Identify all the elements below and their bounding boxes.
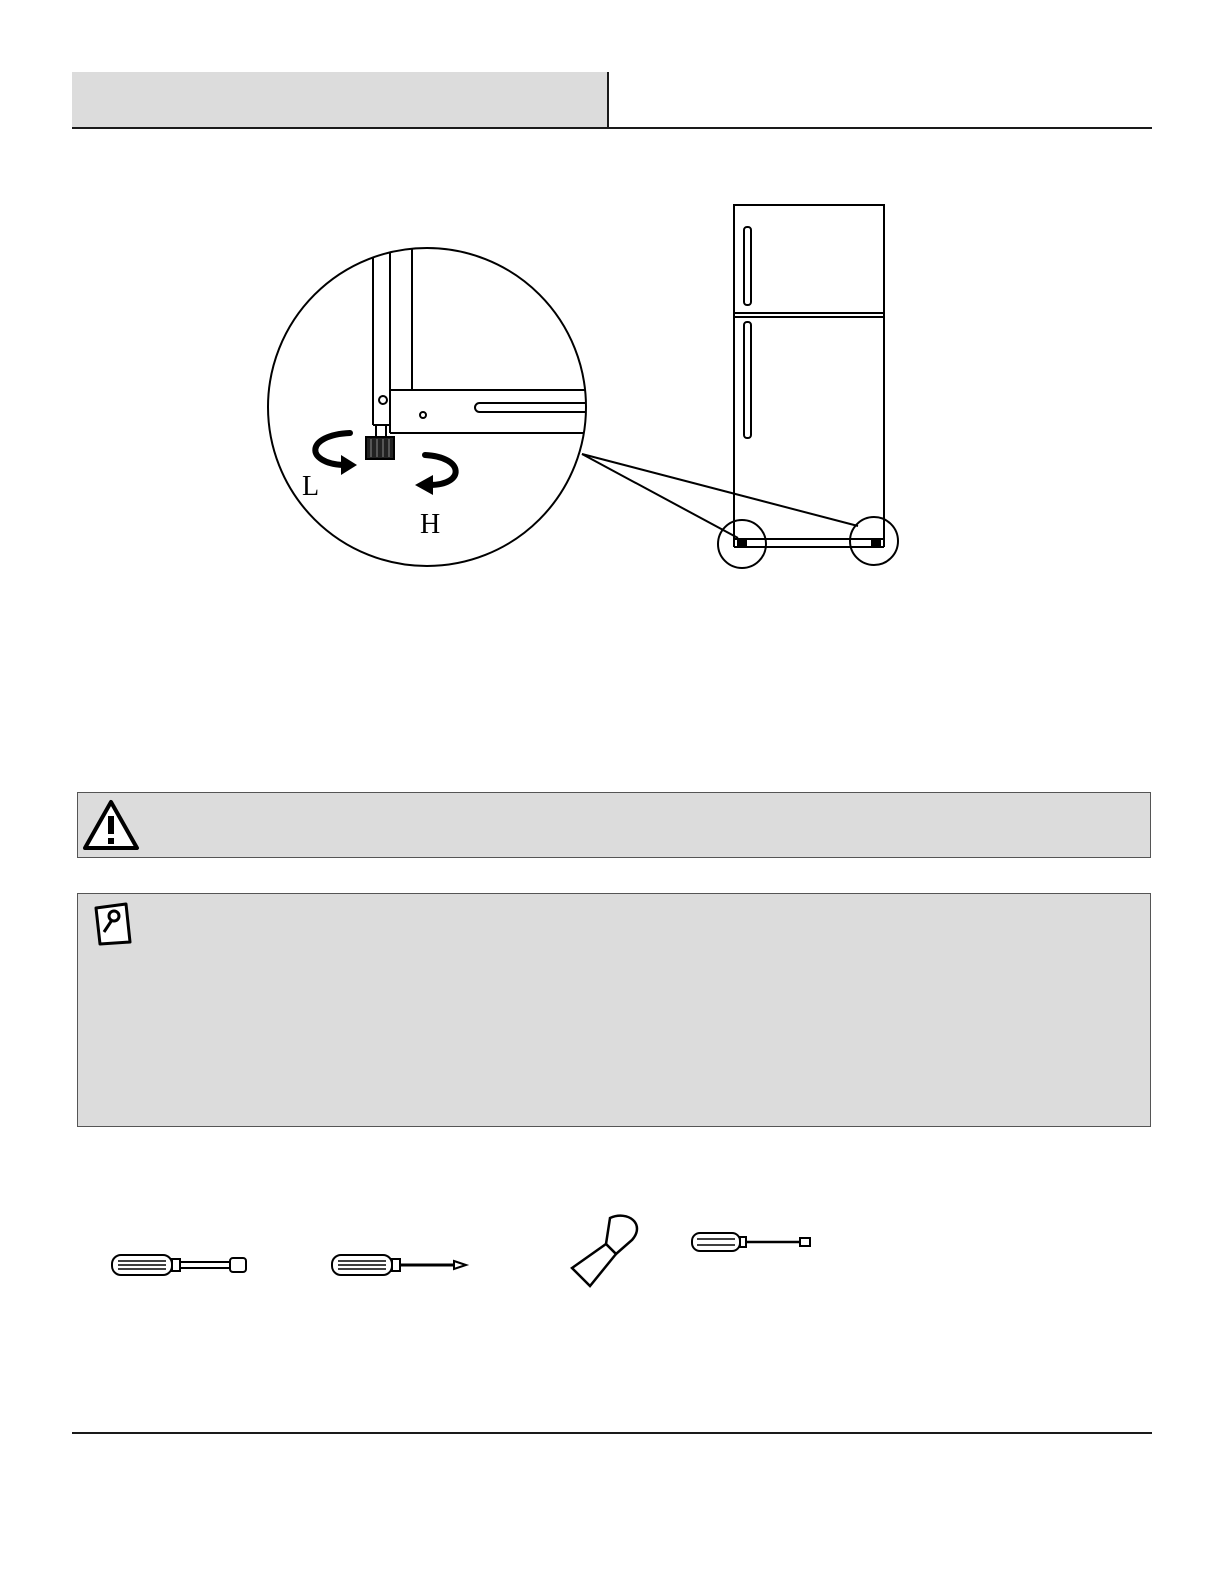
refrigerator-front-view-figure — [710, 195, 910, 575]
rotate-left-arrow-icon — [315, 433, 357, 475]
header-title-tab — [72, 72, 608, 128]
rotate-right-arrow-icon — [415, 455, 456, 495]
label-high: H — [420, 509, 441, 540]
header-rule — [72, 127, 1152, 129]
footer-rule — [72, 1432, 1152, 1434]
note-box — [77, 893, 1151, 1127]
label-low: L — [302, 471, 320, 502]
putty-knife-icon — [570, 1212, 650, 1292]
header-divider — [607, 72, 609, 129]
pushpin-note-icon — [90, 898, 138, 948]
flathead-screwdriver-icon — [690, 1230, 812, 1254]
phillips-screwdriver-icon — [330, 1250, 470, 1280]
warning-triangle-icon — [82, 798, 140, 852]
nut-driver-icon — [110, 1250, 250, 1280]
caution-box — [77, 792, 1151, 858]
leveling-leg-detail-figure — [265, 245, 590, 570]
